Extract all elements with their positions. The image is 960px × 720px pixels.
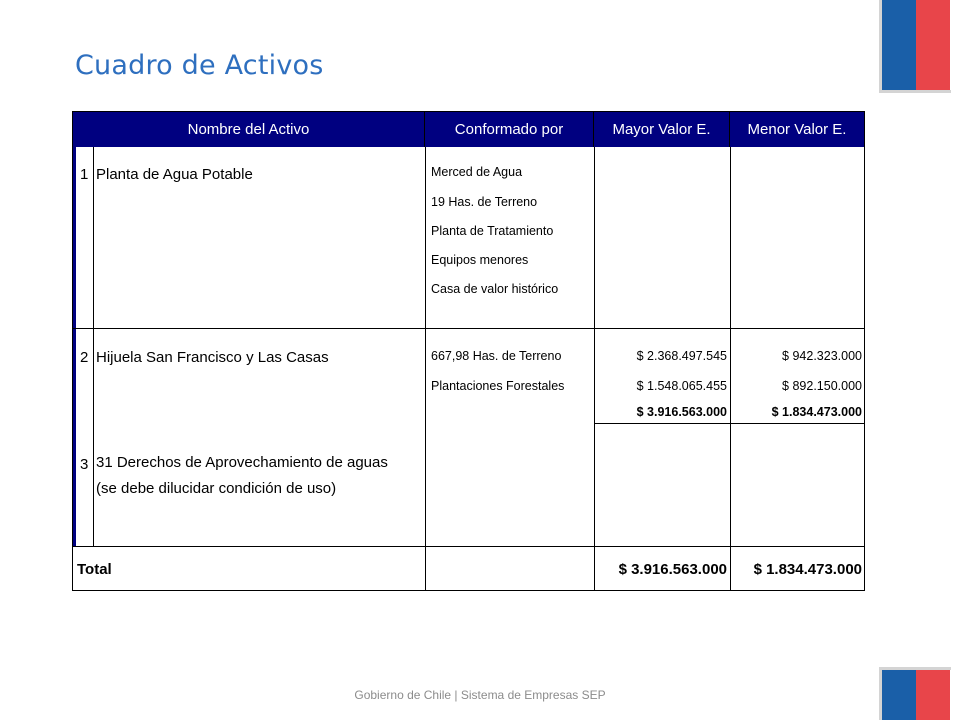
grid-line	[425, 147, 426, 591]
header-conformado: Conformado por	[425, 112, 594, 147]
asset-name: Hijuela San Francisco y Las Casas	[96, 349, 329, 366]
grid-line	[73, 546, 864, 547]
flag-red-stripe	[916, 0, 950, 90]
component-item: Equipos menores	[431, 253, 529, 267]
asset-name: Planta de Agua Potable	[96, 166, 253, 183]
component-item: 19 Has. de Terreno	[431, 195, 538, 209]
menor-value: $ 892.150.000	[782, 379, 862, 393]
grid-line	[93, 147, 94, 547]
mayor-value: $ 2.368.497.545	[636, 349, 727, 363]
grid-line	[594, 147, 595, 591]
component-item: Planta de Tratamiento	[431, 224, 554, 238]
total-label: Total	[77, 561, 112, 578]
flag-shadow	[879, 90, 951, 93]
row-number: 2	[80, 349, 89, 366]
grid-line	[594, 423, 864, 424]
chile-flag-top	[882, 0, 950, 90]
slide-title: Cuadro de Activos	[75, 50, 324, 81]
component-item: Casa de valor histórico	[431, 282, 559, 296]
flag-blue-stripe	[882, 0, 916, 90]
total-menor: $ 1.834.473.000	[753, 561, 862, 578]
header-nombre: Nombre del Activo	[73, 112, 425, 147]
slide-footer: Gobierno de Chile | Sistema de Empresas SEP	[354, 688, 606, 702]
row-number: 3	[80, 456, 89, 473]
asset-name: 31 Derechos de Aprovechamiento de aguas	[96, 454, 388, 471]
header-mayor: Mayor Valor E.	[594, 112, 730, 147]
menor-value: $ 942.323.000	[782, 349, 862, 363]
mayor-value: $ 1.548.065.455	[636, 379, 727, 393]
grid-line	[73, 328, 864, 329]
asset-note: (se debe dilucidar condición de uso)	[96, 480, 337, 497]
header-menor: Menor Valor E.	[730, 112, 864, 147]
grid-line	[730, 147, 731, 591]
total-mayor: $ 3.916.563.000	[618, 561, 727, 578]
subtotal-menor: $ 1.834.473.000	[771, 405, 862, 419]
row-number-strip	[73, 147, 76, 547]
subtotal-mayor: $ 3.916.563.000	[636, 405, 727, 419]
component-item: Plantaciones Forestales	[431, 379, 565, 393]
component-item: 667,98 Has. de Terreno	[431, 349, 562, 363]
component-item: Merced de Agua	[431, 165, 523, 179]
assets-table	[72, 111, 865, 591]
row-number: 1	[80, 166, 89, 183]
